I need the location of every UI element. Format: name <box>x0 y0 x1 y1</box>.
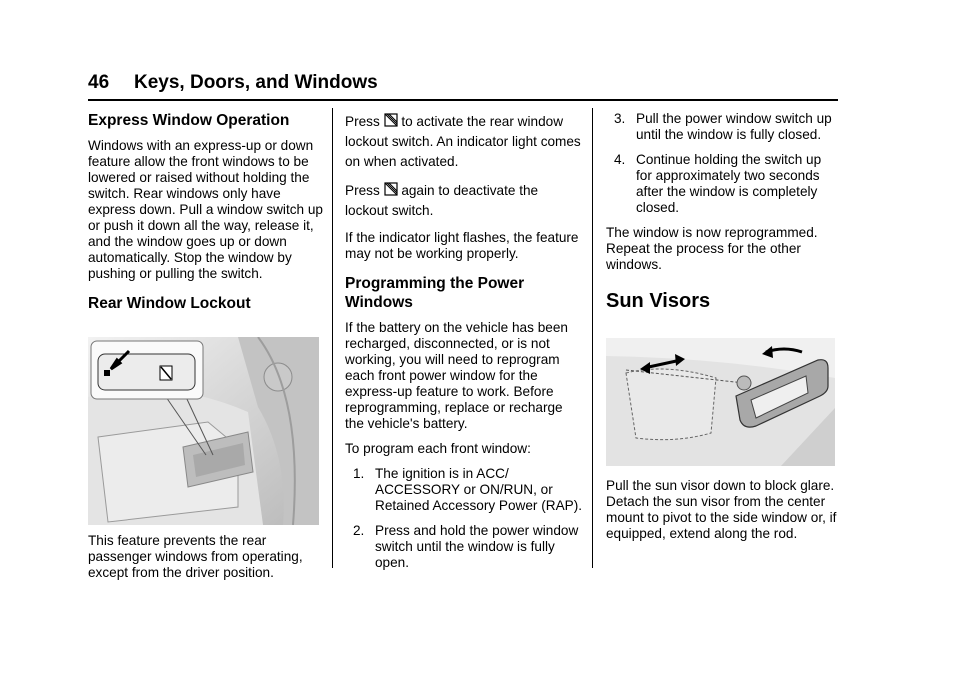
express-window-body: Windows with an express-up or down feature allow the front windows to be lowered or raised without holding the switch. Rear windows only have express down. Pull a window switch up or push it down all the way, release it, and the window goes up or down automatically. Stop the window by pushing or pulling the switch. <box>88 138 323 281</box>
step-text: The ignition is in ACC/ ACCESSORY or ON/RUN, or Retained Accessory Power (RAP). <box>375 466 583 513</box>
step-number: 3. <box>614 111 626 126</box>
lockout-deactivate-text <box>345 181 583 221</box>
sun-visor-drawing <box>606 338 835 466</box>
list-item <box>614 111 838 143</box>
page-header <box>88 72 378 94</box>
column-1 <box>88 108 326 321</box>
programming-heading: Programming the Power Windows <box>345 275 525 311</box>
press-word-2: Press <box>345 183 380 198</box>
step-number: 1. <box>353 466 365 481</box>
programming-steps-lead: To program each front window: <box>345 441 531 456</box>
reprogrammed-text: The window is now reprogrammed. Repeat the process for the other windows. <box>606 225 818 272</box>
page-number: 46 <box>88 72 110 93</box>
lockout-activate-text <box>345 112 583 172</box>
step-number: 4. <box>614 152 626 167</box>
list-item <box>353 466 583 514</box>
programming-steps-list-2 <box>606 111 838 216</box>
step-text: Pull the power window switch up until the window is fully closed. <box>636 111 832 142</box>
column-divider-1 <box>332 108 333 568</box>
step-number: 2. <box>353 523 365 538</box>
press-word-1: Press <box>345 114 380 129</box>
list-item <box>614 152 838 216</box>
rear-window-lockout-heading: Rear Window Lockout <box>88 295 251 312</box>
sun-visors-heading: Sun Visors <box>606 290 711 312</box>
column-3 <box>606 111 838 313</box>
sun-visor-text: Pull the sun visor down to block glare. Detach the sun visor from the center mount to pivot to the side window or, if equipped, extend along the rod. <box>606 478 837 541</box>
door-lockout-illustration <box>88 337 319 525</box>
programming-intro: If the battery on the vehicle has been recharged, disconnected, or is not working, you will need to reprogram each front power window for the express-up feature to work. Before reprogramming, replace or recharge the vehicle's battery. <box>345 320 568 431</box>
sun-visor-illustration <box>606 338 835 466</box>
rear-window-lockout-caption: This feature prevents the rear passenger windows from operating, except from the driver position. <box>88 533 303 580</box>
step-text: Press and hold the power window switch until the window is fully open. <box>375 523 579 570</box>
header-rule <box>88 99 838 101</box>
door-panel-drawing <box>88 337 319 525</box>
list-item <box>353 523 583 571</box>
lockout-deactivate-rest: again to deactivate the lockout switch. <box>345 183 539 218</box>
section-title: Keys, Doors, and Windows <box>134 72 378 93</box>
express-window-heading: Express Window Operation <box>88 112 290 129</box>
lockout-activate-rest: to activate the rear window lockout switch. An indicator light comes on when activated. <box>345 114 581 169</box>
window-lockout-icon <box>384 112 398 127</box>
step-text: Continue holding the switch up for approximately two seconds after the window is completely closed. <box>636 152 822 215</box>
column-2 <box>345 112 583 580</box>
window-lockout-icon <box>384 181 398 196</box>
indicator-flash-text: If the indicator light flashes, the feature may not be working properly. <box>345 230 579 261</box>
column-3-bottom <box>606 478 838 551</box>
programming-steps-list-1 <box>345 466 583 571</box>
column-1-caption <box>88 533 326 590</box>
column-divider-2 <box>592 108 593 568</box>
